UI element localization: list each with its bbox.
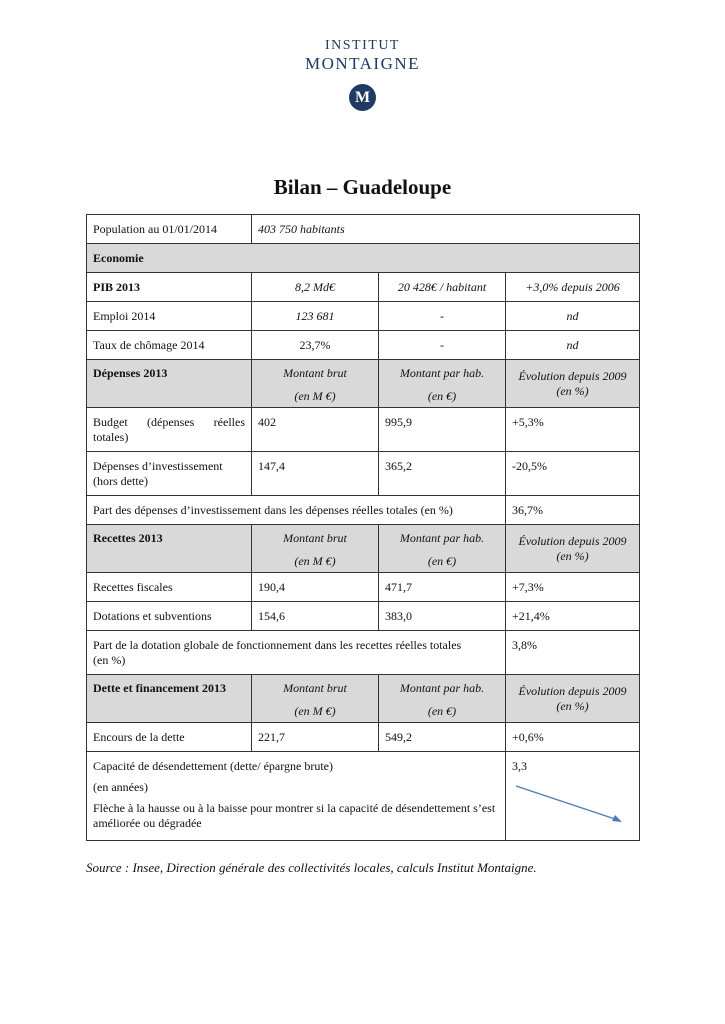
col-evo-line2: (en %)	[556, 698, 589, 713]
capacite-label-cell	[87, 752, 506, 841]
budget-row	[87, 408, 640, 452]
depenses-col-hab	[379, 360, 506, 408]
recettes-col-hab	[379, 525, 506, 573]
pib-evolution: +3,0% depuis 2006	[506, 273, 640, 302]
logo-seal-icon: M	[349, 84, 376, 111]
capacite-unit: (en années)	[93, 780, 148, 794]
pib-row	[87, 273, 640, 302]
pib-brut: 8,2 Md€	[252, 273, 379, 302]
dotations-par-hab: 383,0	[379, 602, 506, 631]
col-hab-line1: Montant par hab.	[399, 681, 485, 695]
col-hab-line2: (en €)	[427, 704, 457, 718]
pib-label: PIB 2013	[87, 273, 252, 302]
population-label: Population au 01/01/2014	[87, 215, 252, 244]
col-brut-line1: Montant brut	[283, 366, 347, 380]
capacite-label: Capacité de désendettement (dette/ épargne brute)	[93, 759, 333, 773]
part-investissement-row	[87, 496, 640, 525]
col-hab-line1: Montant par hab.	[399, 531, 485, 545]
budget-brut: 402	[252, 408, 379, 452]
dotations-evolution: +21,4%	[506, 602, 640, 631]
part-dotation-label-line1: Part de la dotation globale de fonctionnement dans les recettes réelles totales	[93, 637, 462, 652]
col-evo-line1: Évolution depuis 2009	[518, 368, 627, 383]
recettes-header: Recettes 2013	[87, 525, 252, 573]
chomage-brut: 23,7%	[252, 331, 379, 360]
capacite-value: 3,3	[512, 759, 527, 773]
depenses-header: Dépenses 2013	[87, 360, 252, 408]
budget-label-line1: Budget (dépenses réelles	[93, 414, 245, 429]
part-dotation-label	[87, 631, 506, 675]
investissement-row	[87, 452, 640, 496]
col-hab-line2: (en €)	[427, 554, 457, 568]
col-evo-line2: (en %)	[556, 548, 589, 563]
recettes-fiscales-label: Recettes fiscales	[87, 573, 252, 602]
page-title: Bilan – Guadeloupe	[273, 175, 452, 199]
col-brut-line2: (en M €)	[294, 704, 336, 718]
dotations-row	[87, 602, 640, 631]
recettes-fiscales-par-hab: 471,7	[379, 573, 506, 602]
part-dotation-label-line2: (en %)	[93, 652, 126, 667]
institut-montaigne-logo	[0, 38, 725, 111]
encours-row	[87, 723, 640, 752]
economie-header: Economie	[87, 244, 640, 273]
investissement-label-line2: (hors dette)	[93, 473, 148, 488]
emploi-evolution: nd	[506, 302, 640, 331]
col-evo-line2: (en %)	[556, 383, 589, 398]
recettes-col-evo	[506, 525, 640, 573]
investissement-evolution: -20,5%	[506, 452, 640, 496]
depenses-col-brut	[252, 360, 379, 408]
part-dotation-row	[87, 631, 640, 675]
chomage-par-hab: -	[379, 331, 506, 360]
chomage-row	[87, 331, 640, 360]
col-brut-line1: Montant brut	[283, 681, 347, 695]
dette-col-evo	[506, 675, 640, 723]
recettes-fiscales-row	[87, 573, 640, 602]
investissement-label-line1: Dépenses d’investissement	[93, 458, 223, 473]
col-hab-line1: Montant par hab.	[399, 366, 485, 380]
emploi-label: Emploi 2014	[87, 302, 252, 331]
dette-header: Dette et financement 2013	[87, 675, 252, 723]
encours-brut: 221,7	[252, 723, 379, 752]
budget-label-line2: totales)	[93, 429, 129, 444]
chomage-evolution: nd	[506, 331, 640, 360]
capacite-value-cell	[506, 752, 640, 841]
recettes-header-row	[87, 525, 640, 573]
recettes-col-brut	[252, 525, 379, 573]
recettes-fiscales-evolution: +7,3%	[506, 573, 640, 602]
budget-par-hab: 995,9	[379, 408, 506, 452]
logo-line-1: INSTITUT	[325, 38, 400, 53]
trend-down-arrow-icon	[514, 784, 626, 826]
encours-label: Encours de la dette	[87, 723, 252, 752]
capacite-row	[87, 752, 640, 841]
bilan-table	[86, 214, 640, 841]
investissement-par-hab: 365,2	[379, 452, 506, 496]
budget-evolution: +5,3%	[506, 408, 640, 452]
pib-par-hab: 20 428€ / habitant	[379, 273, 506, 302]
capacite-note: Flèche à la hausse ou à la baisse pour montrer si la capacité de désendettement s’est améliorée ou dégradée	[93, 801, 496, 830]
dotations-brut: 154,6	[252, 602, 379, 631]
depenses-header-row	[87, 360, 640, 408]
budget-label	[87, 408, 252, 452]
depenses-col-evo	[506, 360, 640, 408]
population-value: 403 750 habitants	[252, 215, 640, 244]
part-dotation-value: 3,8%	[506, 631, 640, 675]
investissement-label	[87, 452, 252, 496]
col-hab-line2: (en €)	[427, 389, 457, 403]
emploi-row	[87, 302, 640, 331]
emploi-brut: 123 681	[252, 302, 379, 331]
col-evo-line1: Évolution depuis 2009	[518, 533, 627, 548]
col-evo-line1: Évolution depuis 2009	[518, 683, 627, 698]
col-brut-line2: (en M €)	[294, 389, 336, 403]
dette-header-row	[87, 675, 640, 723]
part-investissement-label: Part des dépenses d’investissement dans les dépenses réelles totales (en %)	[87, 496, 506, 525]
col-brut-line2: (en M €)	[294, 554, 336, 568]
dette-col-brut	[252, 675, 379, 723]
encours-par-hab: 549,2	[379, 723, 506, 752]
encours-evolution: +0,6%	[506, 723, 640, 752]
source-note: Source : Insee, Direction générale des collectivités locales, calculs Institut Montaigne.	[86, 860, 537, 875]
investissement-brut: 147,4	[252, 452, 379, 496]
dette-col-hab	[379, 675, 506, 723]
chomage-label: Taux de chômage 2014	[87, 331, 252, 360]
population-row	[87, 215, 640, 244]
part-investissement-value: 36,7%	[506, 496, 640, 525]
emploi-par-hab: -	[379, 302, 506, 331]
dotations-label: Dotations et subventions	[87, 602, 252, 631]
economie-header-row	[87, 244, 640, 273]
col-brut-line1: Montant brut	[283, 531, 347, 545]
recettes-fiscales-brut: 190,4	[252, 573, 379, 602]
logo-line-2: MONTAIGNE	[304, 54, 421, 73]
